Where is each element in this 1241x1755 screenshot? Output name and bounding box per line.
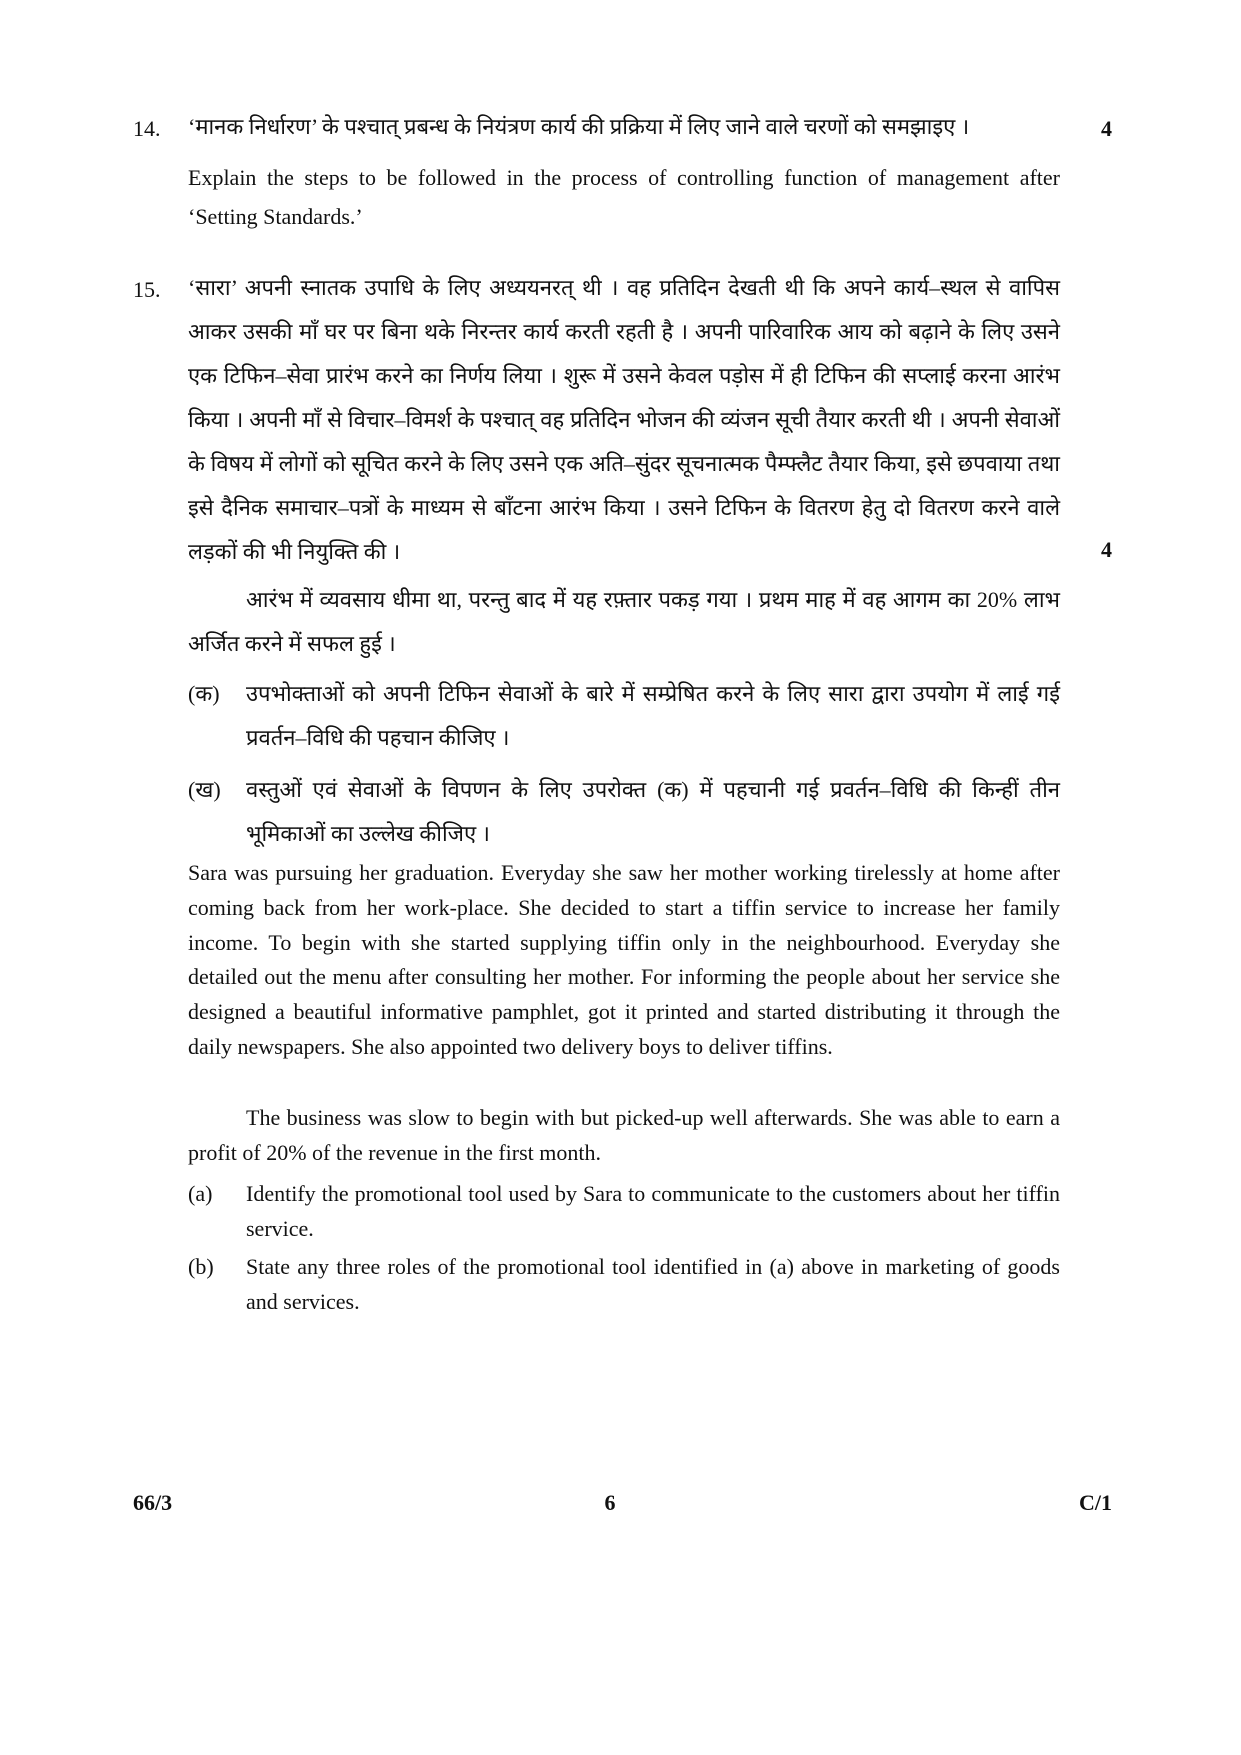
question-15-hindi-a-label: (क) bbox=[188, 681, 220, 706]
footer-set-code: C/1 bbox=[1079, 1490, 1112, 1515]
question-14-english: Explain the steps to be followed in the process of controlling function of management after ‘Setting Standards.’ bbox=[188, 165, 1060, 229]
question-15-hindi-a-text: उपभोक्ताओं को अपनी टिफिन सेवाओं के बारे में सम्प्रेषित करने के लिए सारा द्वारा उपयोग में लाई गई प्रवर्तन–विधि की पहचान कीजिए । bbox=[246, 681, 1060, 750]
question-15-english-b-label: (b) bbox=[188, 1254, 214, 1279]
question-15-english-para1: Sara was pursuing her graduation. Everyday she saw her mother working tirelessly at home after coming back from her work-place. She decided to start a tiffin service to increase her family income. To begin with she started supplying tiffin only in the neighbourhood. Everyday she detailed out the menu after consulting her mother. For informing the people about her service she designed a beautiful informative pamphlet, got it printed and started distributing it through the daily newspapers. She also appointed two delivery boys to deliver tiffins. bbox=[188, 860, 1060, 1059]
question-14-marks: 4 bbox=[1101, 116, 1112, 141]
footer-page-number: 6 bbox=[604, 1490, 616, 1515]
question-15-number: 15. bbox=[133, 277, 161, 302]
question-15-marks: 4 bbox=[1101, 537, 1112, 562]
question-15-english-para2: The business was slow to begin with but picked-up well afterwards. She was able to earn a profit of 20% of the revenue in the first month. bbox=[188, 1105, 1060, 1165]
question-15-english-a-text: Identify the promotional tool used by Sara to communicate to the customers about her tiffin service. bbox=[246, 1181, 1060, 1241]
question-14-number: 14. bbox=[133, 116, 161, 141]
question-15-english-a-label: (a) bbox=[188, 1181, 213, 1206]
question-15-hindi-para2: आरंभ में व्यवसाय धीमा था, परन्तु बाद में यह रफ़्तार पकड़ गया । प्रथम माह में वह आगम का 20% लाभ अर्जित करने में सफल हुई । bbox=[188, 587, 1060, 656]
question-14-hindi: ‘मानक निर्धारण’ के पश्चात् प्रबन्ध के नियंत्रण कार्य की प्रक्रिया में लिए जाने वाले चरणों को समझाइए । bbox=[188, 114, 970, 139]
question-15-hindi-para1: ‘सारा’ अपनी स्नातक उपाधि के लिए अध्ययनरत् थी । वह प्रतिदिन देखती थी कि अपने कार्य–स्थल से वापिस आकर उसकी माँ घर पर बिना थके निरन्तर कार्य करती रहती है । अपनी पारिवारिक आय को बढ़ाने के लिए उसने एक टिफिन–सेवा प्रारंभ करने का निर्णय लिया । शुरू में उसने केवल पड़ोस में ही टिफिन की सप्लाई करना आरंभ किया । अपनी माँ से विचार–विमर्श के पश्चात् वह प्रतिदिन भोजन की व्यंजन सूची तैयार करती थी । अपनी सेवाओं के विषय में लोगों को सूचित करने के लिए उसने एक अति–सुंदर सूचनात्मक पैम्फ्लैट तैयार किया, इसे छपवाया तथा इसे दैनिक समाचार–पत्रों के माध्यम से बाँटना आरंभ किया । उसने टिफिन के वितरण हेतु दो वितरण करने वाले लड़कों की भी नियुक्ति की । bbox=[188, 275, 1060, 564]
footer-paper-code: 66/3 bbox=[133, 1490, 173, 1515]
question-15-english-b-text: State any three roles of the promotional tool identified in (a) above in marketing of goods and services. bbox=[246, 1254, 1060, 1314]
question-15-hindi-b-label: (ख) bbox=[188, 777, 221, 802]
question-15-hindi-b-text: वस्तुओं एवं सेवाओं के विपणन के लिए उपरोक्त (क) में पहचानी गई प्रवर्तन–विधि की किन्हीं तीन भूमिकाओं का उल्लेख कीजिए । bbox=[246, 777, 1060, 846]
